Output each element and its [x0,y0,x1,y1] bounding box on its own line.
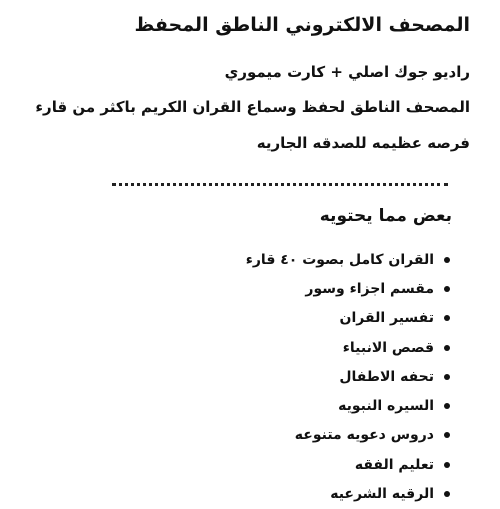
dotted-divider [112,183,448,186]
list-item-label: الرقيه الشرعيه [330,486,434,503]
list-item [246,362,450,391]
list-item-label: تحفه الاطفال [339,368,434,385]
bullet-icon [444,257,450,263]
list-item [246,304,450,333]
list-item-label: قصص الانبياء [342,339,434,356]
bullet-icon [444,345,450,351]
bullet-icon [444,491,450,497]
bullet-icon [444,462,450,468]
list-item-label: دروس دعويه متنوعه [294,427,434,444]
bullet-icon [444,286,450,292]
contents-heading: بعض مما يحتويه [319,206,452,226]
feature-line-radio: راديو جوك اصلي + كارت ميموري [224,63,470,81]
list-item [246,274,450,303]
list-item [246,479,450,508]
bullet-icon [444,374,450,380]
list-item [246,421,450,450]
list-item-label: تعليم الفقه [354,456,434,473]
list-item [246,391,450,420]
list-item-label: مقسم اجزاء وسور [305,280,434,297]
feature-line-charity: فرصه عظيمه للصدقه الجاريه [256,134,470,152]
list-item-label: القران كامل بصوت ٤٠ قارء [245,251,434,268]
list-item-label: تفسير القران [339,310,434,327]
list-item [246,450,450,479]
bullet-icon [444,315,450,321]
feature-line-quran: المصحف الناطق لحفظ وسماع القران الكريم باكثر من قارء [35,98,470,116]
contents-list [246,245,450,509]
bullet-icon [444,403,450,409]
document-title: المصحف الالكتروني الناطق المحفظ [134,14,470,36]
list-item [246,333,450,362]
bullet-icon [444,432,450,438]
list-item [246,245,450,274]
list-item-label: السيره النبويه [338,398,434,415]
